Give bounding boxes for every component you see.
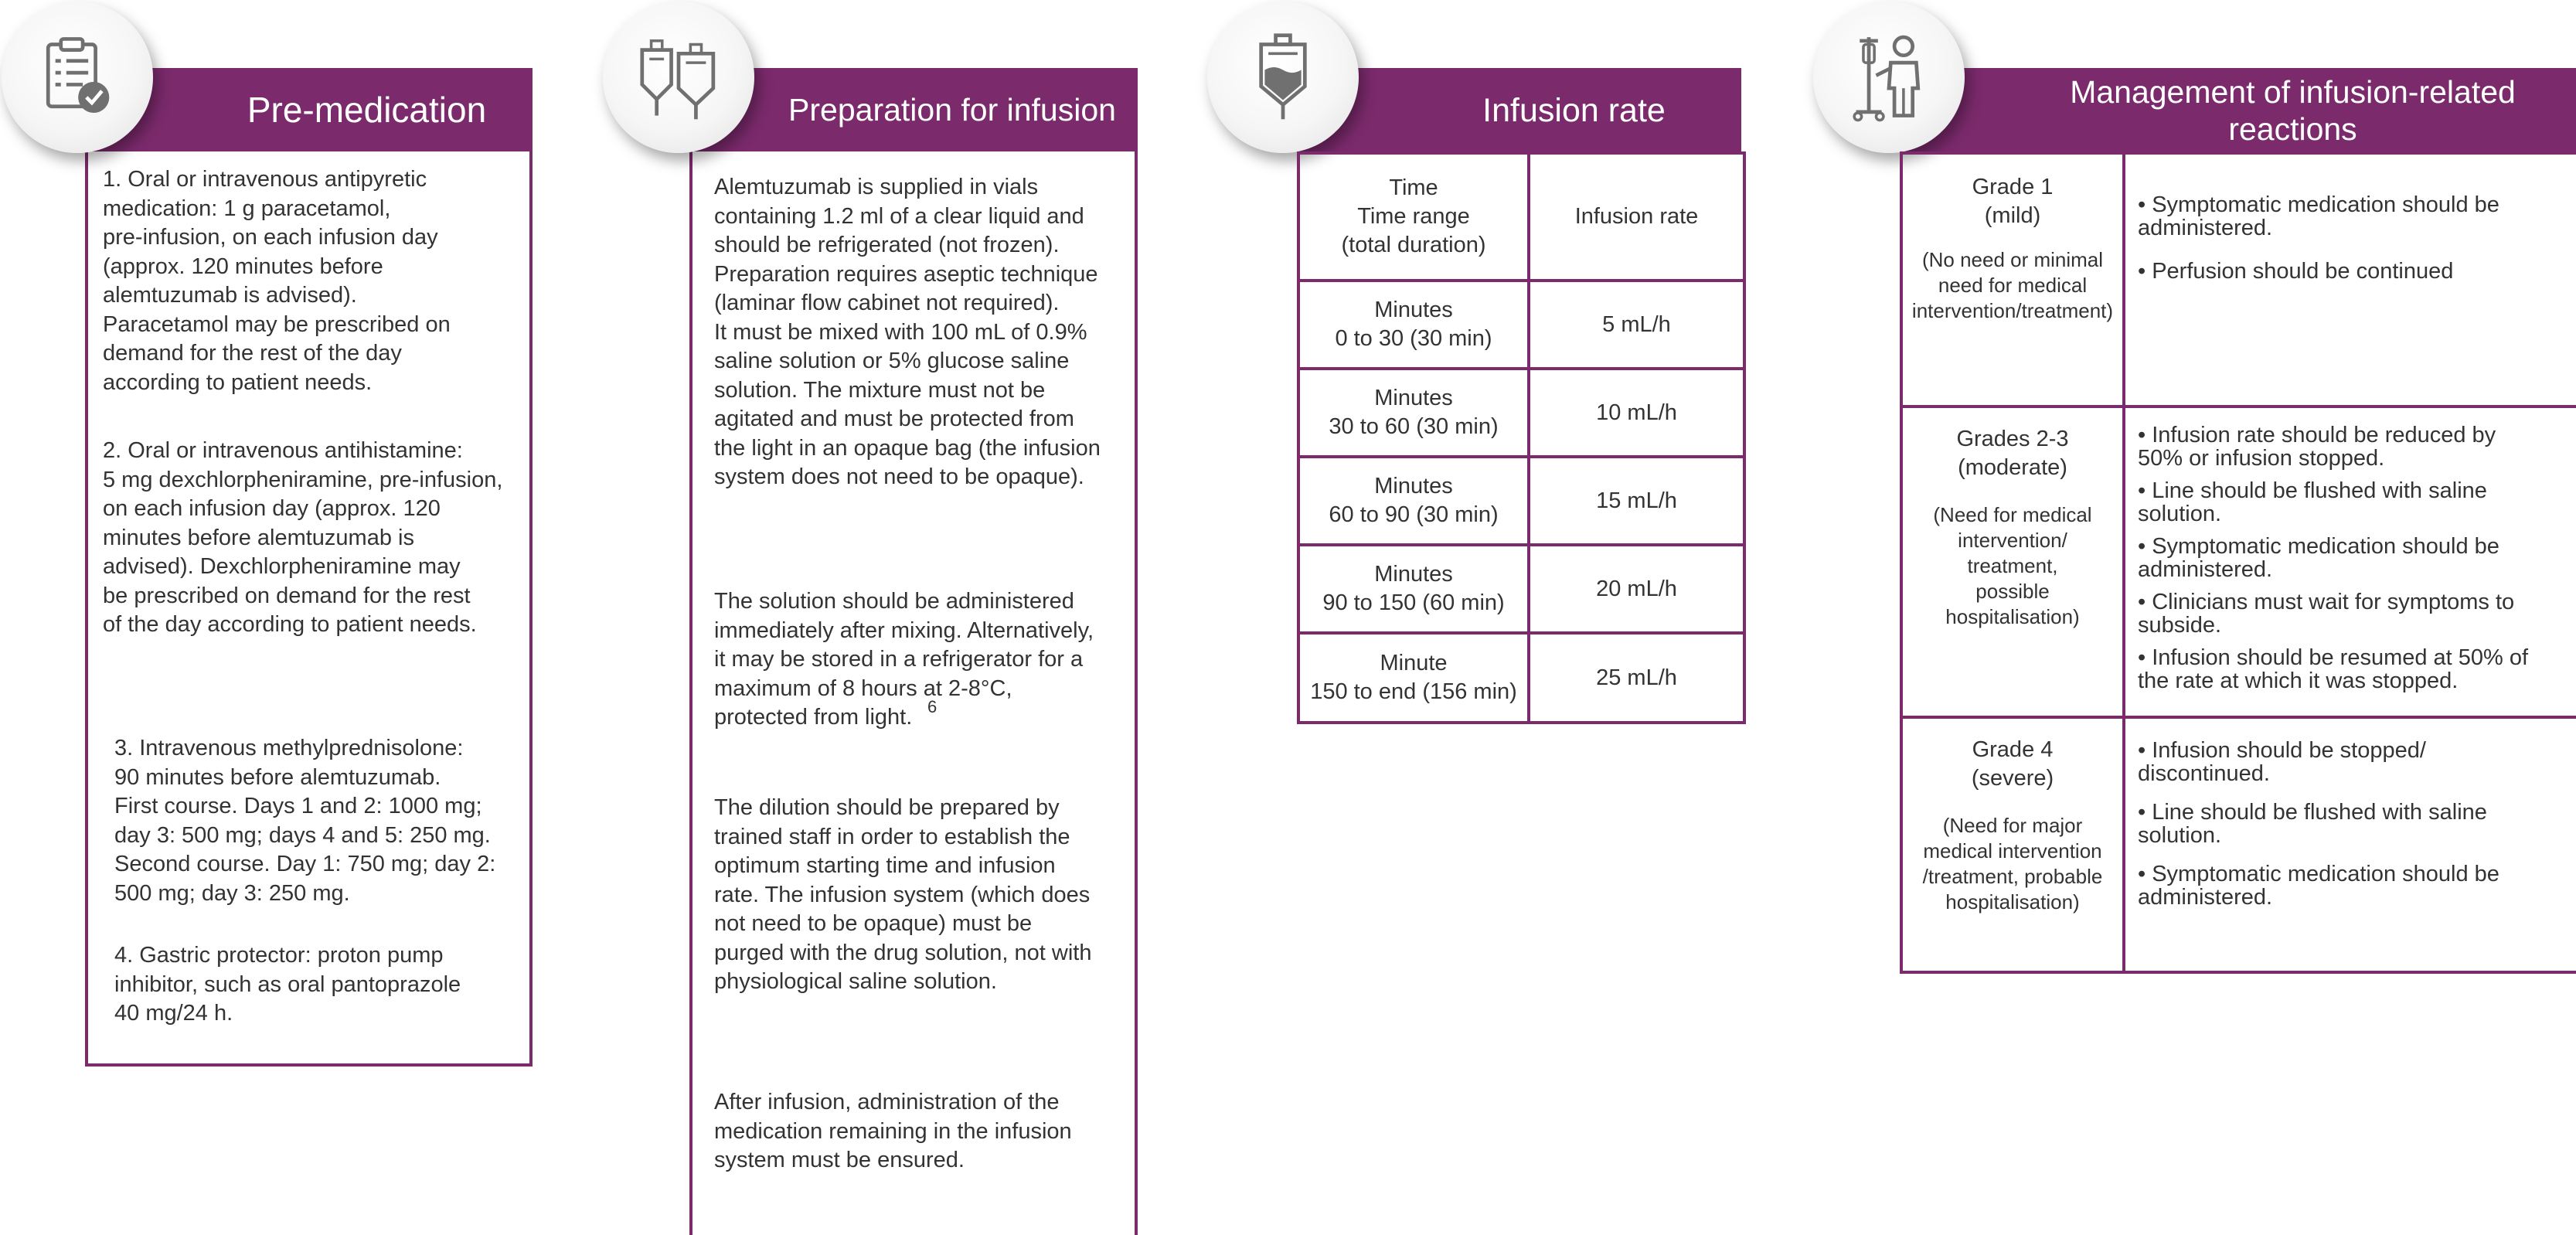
grade-label: Grade 4 (severe) (1971, 737, 2054, 791)
management-badge (1813, 2, 1965, 153)
management-title: Management of infusion-related reactions (2070, 74, 2516, 147)
infusion-rate-row (1298, 369, 1744, 457)
rate-cell: 20 mL/h (1596, 576, 1677, 601)
grade-action: • Perfusion should be continued (2138, 259, 2454, 284)
time-cell: Minutes 30 to 60 (30 min) (1329, 386, 1499, 439)
infusion-rate-header (1298, 68, 1741, 153)
premedication-item: 4. Gastric protector: proton pump inhibitor, such as oral pantoprazole 40 mg/24 h. (114, 943, 461, 1026)
grade-row (1901, 407, 2576, 717)
grade-label: Grade 1 (mild) (1972, 175, 2054, 228)
infusion-rate-row (1298, 457, 1744, 545)
infusion-rate-row (1298, 281, 1744, 369)
preparation-header (689, 68, 1138, 151)
grade-action: • Infusion rate should be reduced by 50% or infusion stopped. (2138, 423, 2496, 471)
infusion-rate-badge (1207, 2, 1359, 153)
premedication-item: 3. Intravenous methylprednisolone: 90 minutes before alemtuzumab. First course. Days 1 and 2: 1000 mg; day 3: 500 mg; days 4 and 5: 250 mg. Second course. Day 1: 750 mg; day 2: 500 mg; day 3: 250 mg. (114, 736, 496, 906)
grade-action: • Symptomatic medication should be administered. (2138, 862, 2499, 910)
grade-detail: (Need for major medical intervention /treatment, probable hospitalisation) (1922, 814, 2103, 913)
time-cell: Minutes 60 to 90 (30 min) (1329, 474, 1499, 527)
infusion-rate-row (1298, 633, 1744, 723)
grade-detail: (No need or minimal need for medical intervention/treatment) (1911, 248, 2114, 322)
premedication-item: 1. Oral or intravenous antipyretic medication: 1 g paracetamol, pre-infusion, on each infusion day (approx. 120 minutes before alemtuzumab is advised). Paracetamol may be prescribed on demand for the rest of the day according to patient needs. (103, 167, 451, 395)
premedication-badge (2, 2, 153, 153)
time-cell: Minutes 90 to 150 (60 min) (1322, 562, 1505, 615)
infusion-bags-icon (633, 32, 724, 123)
preparation-footnote: 6 (927, 697, 938, 716)
patient-iv-pole-icon (1843, 32, 1935, 123)
rate-header: Infusion rate (1574, 204, 1699, 229)
grade-action: • Line should be flushed with saline solution. (2138, 800, 2487, 848)
time-cell: Minute 150 to end (156 min) (1310, 651, 1517, 704)
preparation-title: Preparation for infusion (788, 91, 1116, 128)
grade-detail: (Need for medical intervention/ treatment, possible hospitalisation) (1933, 503, 2092, 628)
preparation-paragraph: Alemtuzumab is supplied in vials containing 1.2 ml of a clear liquid and should be refrigerated (not frozen). Preparation requires aseptic technique (laminar flow cabinet not required). It must be mixed with 100 mL of 0.9% saline solution or 5% glucose saline solution. The mixture must not be agitated and must be protected from the light in an opaque bag (the infusion system does not need to be opaque). (714, 175, 1101, 489)
grade-action: • Clinicians must wait for symptoms to subside. (2138, 590, 2515, 638)
grade-row (1901, 717, 2576, 972)
clipboard-check-icon (32, 32, 123, 123)
grade-action: • Infusion should be stopped/ discontinued. (2138, 738, 2426, 786)
time-cell: Minutes 0 to 30 (30 min) (1335, 298, 1492, 351)
grade-action: • Symptomatic medication should be administered. (2138, 192, 2499, 240)
grade-row (1901, 153, 2576, 407)
grade-label: Grades 2-3 (moderate) (1956, 427, 2069, 480)
premedication-title: Pre-medication (247, 90, 487, 130)
time-header: Time Time range (total duration) (1341, 175, 1486, 257)
grade-action: • Symptomatic medication should be administered. (2138, 534, 2499, 582)
rate-cell: 10 mL/h (1596, 400, 1677, 425)
rate-cell: 15 mL/h (1596, 488, 1677, 513)
grade-action: • Infusion should be resumed at 50% of the rate at which it was stopped. (2138, 645, 2529, 693)
grade-action: • Line should be flushed with saline solution. (2138, 478, 2487, 526)
rate-cell: 5 mL/h (1602, 311, 1671, 337)
premedication-item: 2. Oral or intravenous antihistamine: 5 mg dexchlorpheniramine, pre-infusion, on each infusion day (approx. 120 minutes before alemtuzumab is advised). Dexchlorpheniramine may be prescribed on demand for the rest of the day according to patient needs. (103, 438, 503, 637)
iv-bag-icon (1237, 32, 1329, 123)
preparation-badge (603, 2, 754, 153)
preparation-paragraph: After infusion, administration of the medication remaining in the infusion system must be ensured. (714, 1090, 1072, 1172)
infusion-rate-title: Infusion rate (1482, 91, 1666, 129)
preparation-paragraph: The solution should be administered immediately after mixing. Alternatively, it may be stored in a refrigerator for a maximum of 8 hours at 2-8°C, protected from light. (714, 589, 1094, 730)
rate-cell: 25 mL/h (1596, 665, 1677, 690)
infusion-rate-header-row (1298, 153, 1744, 281)
infusion-rate-row (1298, 545, 1744, 633)
management-header (1901, 68, 2576, 153)
preparation-paragraph: The dilution should be prepared by trained staff in order to establish the optimum starting time and infusion rate. The infusion system (which does not need to be opaque) must be purged with the drug solution, not with physiological saline solution. (714, 795, 1092, 994)
infusion-rate-table (1297, 151, 1746, 724)
management-table (1900, 151, 2576, 974)
